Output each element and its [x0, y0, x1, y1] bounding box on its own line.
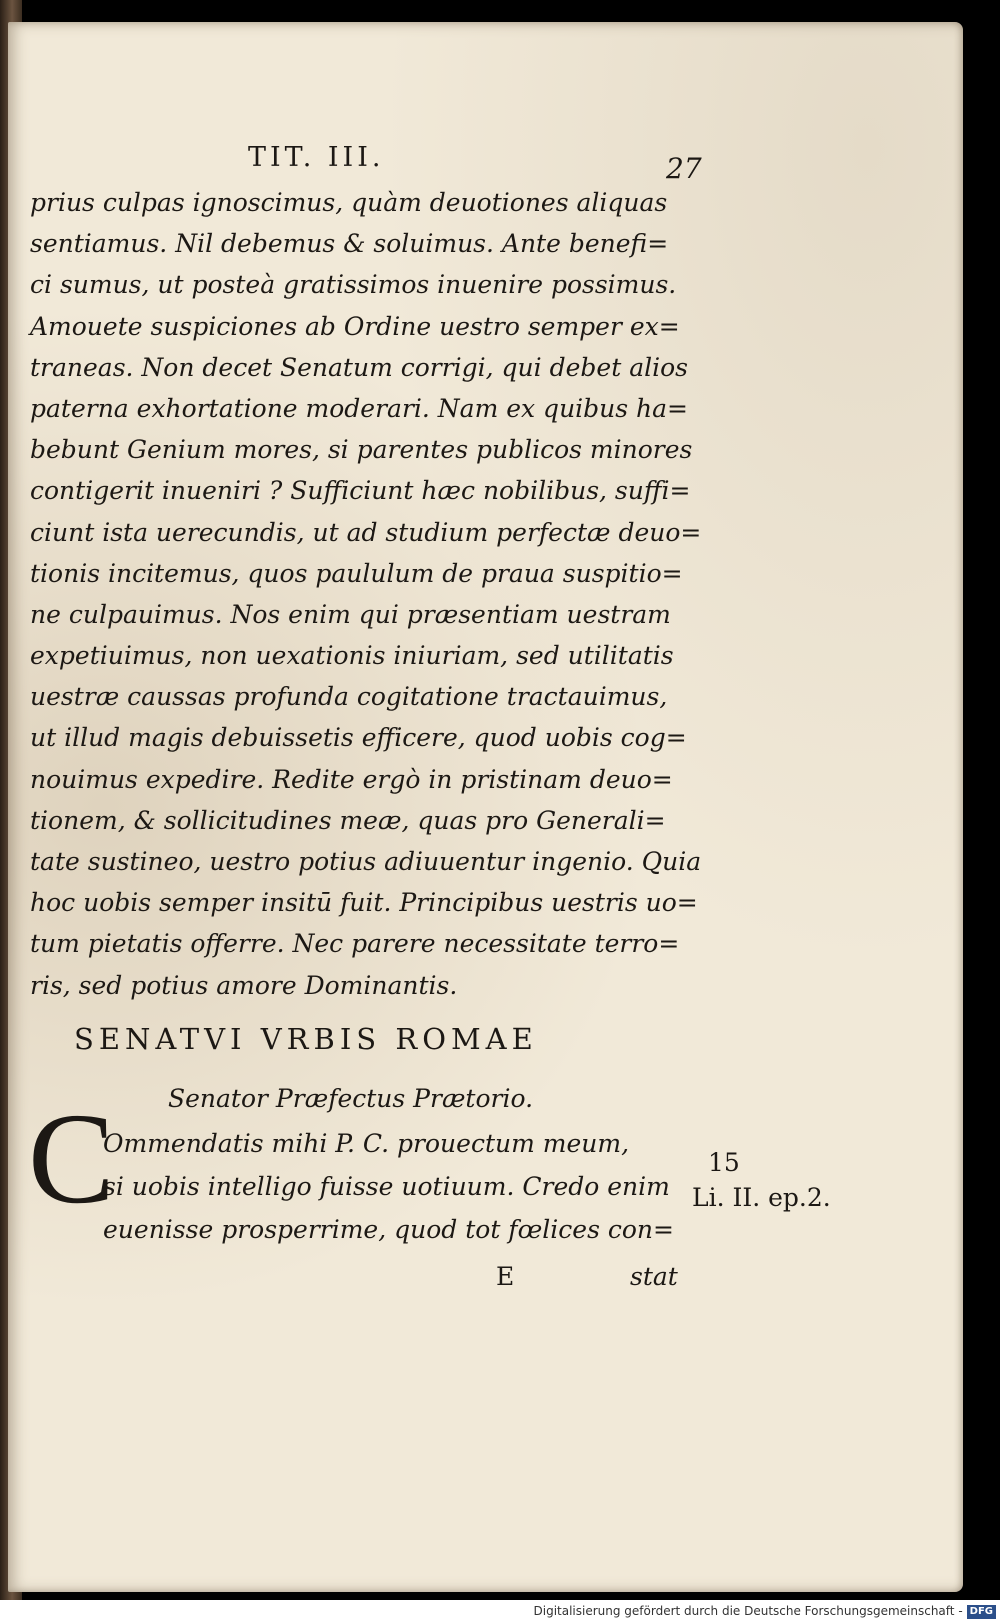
letter-line: si uobis intelligo fuisse uotiuum. Credo enim: [103, 1172, 670, 1201]
text-line: sentiamus. Nil debemus & soluimus. Ante benefi=: [30, 229, 669, 259]
text-line: ne culpauimus. Nos enim qui præsentiam uestram: [30, 599, 671, 629]
text-line: ut illud magis debuissetis efficere, quod uobis cog=: [30, 723, 687, 753]
text-line: tum pietatis offerre. Nec parere necessitate terro=: [30, 929, 680, 959]
text-line: paterna exhortatione moderari. Nam ex quibus ha=: [30, 393, 688, 423]
section-subheading: Senator Præfectus Prætorio.: [168, 1084, 534, 1113]
text-line: hoc uobis semper insitū fuit. Principibus uestris uo=: [30, 888, 698, 918]
text-line: tate sustineo, uestro potius adiuuentur ingenio. Quia: [30, 847, 702, 876]
margin-number: 15: [708, 1148, 740, 1177]
text-line: ris, sed potius amore Dominantis.: [30, 970, 458, 1000]
catchword: stat: [630, 1262, 678, 1291]
text-line: Amouete suspiciones ab Ordine uestro semper ex=: [30, 311, 680, 341]
section-heading: SENATVI VRBIS ROMAE: [74, 1022, 538, 1056]
page-number: 27: [666, 152, 702, 185]
text-line: traneas. Non decet Senatum corrigi, qui debet alios: [30, 352, 688, 382]
margin-reference: Li. II. ep.2.: [692, 1183, 831, 1212]
text-line: bebunt Genium mores, si parentes publicos minores: [30, 435, 693, 465]
text-line: ci sumus, ut posteà gratissimos inuenire possimus.: [30, 270, 677, 300]
text-line: prius culpas ignoscimus, quàm deuotiones aliquas: [30, 188, 668, 217]
text-line: tionis incitemus, quos paululum de praua suspitio=: [30, 558, 683, 588]
text-line: contigerit inueniri ? Sufficiunt hæc nobilibus, suffi=: [30, 476, 691, 506]
body-text: [30, 182, 710, 1006]
letter-line: euenisse prosperrime, quod tot fœlices con=: [103, 1215, 674, 1244]
letter-line: Ommendatis mihi P. C. prouectum meum,: [103, 1129, 630, 1158]
dfg-logo: DFG: [967, 1605, 996, 1619]
text-line: nouimus expedire. Redite ergò in pristinam deuo=: [30, 764, 673, 794]
running-head: TIT. III.: [248, 142, 385, 173]
book-page: [8, 22, 963, 1592]
letter-text: [103, 1122, 703, 1251]
text-line: expetiuimus, non uexationis iniuriam, sed utilitatis: [30, 641, 674, 671]
footer-credit: Digitalisierung gefördert durch die Deutsche Forschungsgemeinschaft -: [533, 1604, 963, 1618]
text-line: uestræ caussas profunda cogitatione tractauimus,: [30, 682, 668, 712]
drop-cap: C: [28, 1087, 115, 1231]
text-line: ciunt ista uerecundis, ut ad studium perfectæ deuo=: [30, 517, 702, 547]
signature-mark: E: [496, 1262, 515, 1291]
digitization-footer: [0, 1600, 1000, 1622]
text-line: tionem, & sollicitudines meæ, quas pro Generali=: [30, 805, 666, 835]
